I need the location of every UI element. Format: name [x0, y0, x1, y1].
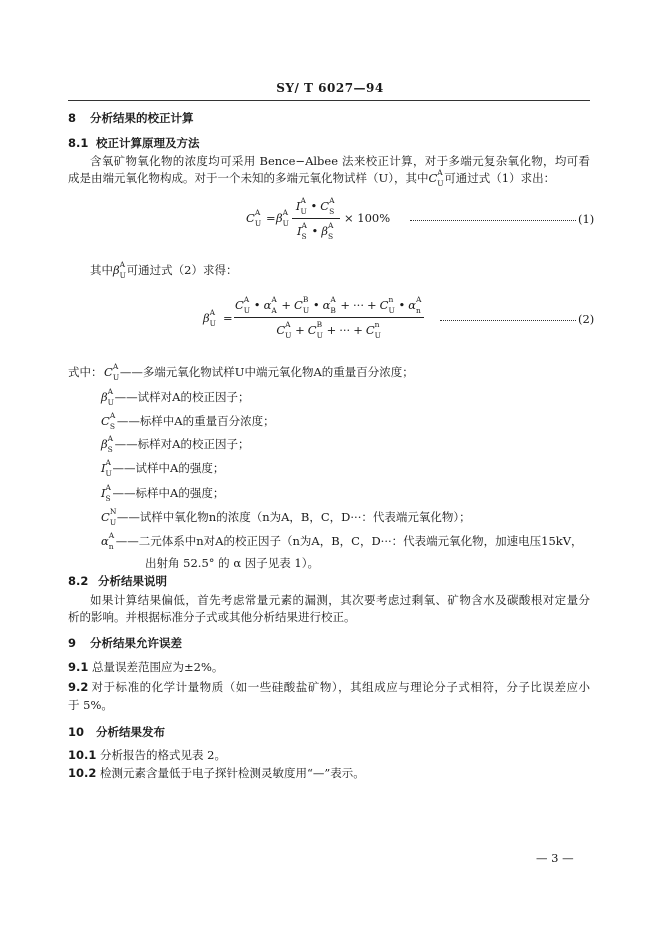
- symbol-base: C: [234, 298, 244, 312]
- symbol-base: β: [101, 390, 108, 404]
- equals-sign: =: [266, 211, 276, 225]
- symbol-indices: [285, 320, 292, 340]
- symbol-indices: [254, 208, 262, 228]
- symbol-base: β: [203, 311, 210, 325]
- section-title: 分析结果的校正计算: [90, 111, 194, 125]
- plus-sign: +: [281, 298, 291, 312]
- symbol-subscript: U: [109, 518, 117, 527]
- clause-9-2: [68, 680, 590, 694]
- symbol-i-s-a: [297, 221, 309, 241]
- symbol-superscript: A: [437, 168, 443, 177]
- paragraph-line: 含氧矿物氧化物的浓度均可采用 Bence−Albee 法来校正计算，对于多端元复杂氧化物，均可看: [90, 154, 590, 168]
- symbol-subscript: n: [108, 542, 114, 551]
- section-8-heading: [68, 111, 194, 125]
- symbol-indices: [302, 295, 310, 315]
- symbol-indices: [416, 295, 423, 315]
- where-label: 式中：: [68, 365, 103, 379]
- paragraph-text: 其中: [90, 263, 113, 277]
- symbol-alpha-n-a: [408, 295, 423, 315]
- symbol-beta-s-a: [321, 221, 335, 241]
- symbol-superscript: A: [285, 320, 291, 329]
- definition-text: ——试样中A的强度；: [112, 461, 225, 475]
- equation-number: (2): [578, 312, 595, 326]
- symbol-subscript: U: [437, 179, 444, 188]
- paragraph-line: 析的影响。并根据标准分子式或其他分析结果进行校正。: [68, 610, 356, 624]
- symbol-base: I: [101, 486, 106, 500]
- clause-number: 9.2: [68, 680, 89, 694]
- symbol-superscript: A: [329, 196, 335, 205]
- section-number: 10: [68, 725, 85, 739]
- symbol-indices: [107, 387, 115, 407]
- symbol-indices: [107, 434, 115, 454]
- paragraph-line: 于 5%。: [68, 698, 113, 712]
- times-100-percent: × 100%: [344, 211, 391, 225]
- symbol-superscript: A: [109, 411, 116, 420]
- symbol-base: C: [101, 414, 110, 428]
- fraction-denominator: [292, 221, 340, 241]
- symbol-indices: [112, 362, 120, 382]
- definition-text: ——二元体系中n对A的校正因子（n为A，B，C，D···：代表端元氧化物，加速电压15kV，: [115, 534, 583, 548]
- symbol-i-u-a: [295, 196, 308, 216]
- symbol-c-u-a: [246, 208, 262, 228]
- symbol-beta-s-a: [101, 434, 115, 454]
- symbol-indices: [282, 208, 290, 228]
- paragraph-text: 可通过式（1）求出：: [444, 171, 556, 185]
- multiply-dot: •: [310, 199, 318, 213]
- variable-definition: [101, 434, 250, 454]
- symbol-base: C: [365, 323, 375, 337]
- symbol-base: β: [113, 263, 120, 277]
- symbol-indices: [108, 531, 116, 551]
- dot-leader: [440, 320, 576, 321]
- symbol-superscript: A: [282, 208, 289, 217]
- plus-sign: +: [326, 323, 337, 337]
- symbol-subscript: U: [119, 271, 126, 280]
- symbol-base: C: [246, 211, 255, 225]
- symbol-superscript: B: [302, 295, 309, 304]
- symbol-c-u-n: [101, 507, 117, 527]
- fraction-denominator: [234, 320, 424, 340]
- symbol-indices: [243, 295, 251, 315]
- symbol-subscript: U: [209, 319, 216, 328]
- symbol-subscript: U: [107, 398, 114, 407]
- symbol-base: C: [320, 199, 330, 213]
- symbol-base: C: [307, 323, 317, 337]
- symbol-c-s-a: [101, 411, 117, 431]
- variable-definition: [101, 458, 225, 478]
- clause-number: 10.2: [68, 766, 97, 780]
- symbol-base: C: [104, 365, 113, 379]
- symbol-subscript: A: [271, 306, 277, 315]
- symbol-base: α: [101, 534, 109, 548]
- symbol-subscript: U: [105, 469, 112, 478]
- definition-text: ——标样中A的重量百分浓度；: [116, 414, 275, 428]
- symbol-superscript: A: [119, 260, 126, 269]
- dot-leader: [410, 220, 576, 221]
- symbol-superscript: n: [388, 295, 394, 304]
- symbol-subscript: U: [388, 306, 395, 315]
- variable-definition: [68, 362, 414, 382]
- symbol-superscript: B: [316, 320, 323, 329]
- symbol-subscript: B: [330, 306, 336, 315]
- section-8-1-heading: [68, 136, 200, 150]
- section-number: 9: [68, 636, 77, 650]
- section-number: 8.2: [68, 574, 89, 588]
- variable-definition: [101, 483, 225, 503]
- symbol-base: β: [276, 211, 283, 225]
- multiply-dot: •: [311, 224, 319, 238]
- symbol-superscript: A: [108, 531, 115, 540]
- variable-definition: [101, 531, 583, 551]
- section-title: 校正计算原理及方法: [96, 136, 200, 150]
- symbol-base: C: [101, 510, 110, 524]
- symbol-base: α: [408, 298, 417, 312]
- definition-text: ——标样中A的强度；: [112, 486, 225, 500]
- symbol-i-s-a: [101, 483, 113, 503]
- symbol-subscript: U: [300, 207, 307, 216]
- symbol-superscript: A: [107, 434, 114, 443]
- plus-sign: +: [295, 323, 305, 337]
- paragraph-line: [90, 260, 238, 280]
- symbol-base: α: [263, 298, 272, 312]
- symbol-superscript: N: [109, 507, 117, 516]
- symbol-c-u-a: [234, 295, 251, 315]
- symbol-base: α: [322, 298, 331, 312]
- equals-sign: =: [223, 311, 233, 325]
- formula-lhs: [203, 308, 217, 328]
- symbol-base: I: [297, 224, 302, 238]
- symbol-indices: [330, 295, 337, 315]
- page-number: — 3 —: [536, 851, 574, 865]
- symbol-subscript: S: [328, 232, 334, 241]
- definition-text: ——多端元氧化物试样U中端元氧化物A的重量百分浓度；: [119, 365, 414, 379]
- definition-text: ——试样对A的校正因子；: [114, 390, 250, 404]
- clause-10-2: [68, 766, 365, 780]
- symbol-c-s-a: [320, 196, 336, 216]
- header-rule: [68, 100, 590, 101]
- symbol-base: I: [101, 461, 106, 475]
- symbol-indices: [388, 295, 395, 315]
- section-number: 8.1: [68, 136, 89, 150]
- fraction-numerator: [234, 295, 424, 315]
- symbol-subscript: S: [109, 422, 115, 431]
- multiply-dot: •: [398, 298, 406, 312]
- clause-text: 检测元素含量低于电子探针检测灵敏度用“—”表示。: [100, 766, 365, 780]
- symbol-indices: [109, 411, 117, 431]
- symbol-superscript: A: [107, 387, 114, 396]
- symbol-superscript: A: [209, 308, 216, 317]
- symbol-indices: [437, 168, 444, 188]
- formula-beta: [276, 208, 290, 228]
- symbol-base: C: [294, 298, 303, 312]
- symbol-superscript: A: [254, 208, 261, 217]
- clause-text: 对于标准的化学计量物质（如一些硅酸盐矿物），其组成应与理论分子式相符，分子比误差应小: [91, 680, 590, 694]
- symbol-c-u-a: [428, 168, 444, 188]
- paragraph-line: [68, 168, 556, 188]
- variable-definition: [101, 411, 275, 431]
- symbol-subscript: U: [243, 306, 251, 315]
- symbol-superscript: A: [328, 221, 334, 230]
- symbol-c-u-b: [307, 320, 324, 340]
- section-10-heading: [68, 725, 165, 739]
- clause-10-1: [68, 748, 226, 762]
- ellipsis: ···: [339, 323, 351, 337]
- symbol-indices: [105, 458, 113, 478]
- symbol-subscript: n: [416, 306, 421, 315]
- symbol-indices: [329, 196, 336, 216]
- standard-code-header: SY/ T 6027—94: [276, 81, 384, 95]
- symbol-superscript: A: [416, 295, 422, 304]
- symbol-indices: [316, 320, 324, 340]
- fraction-bar: [292, 218, 340, 219]
- symbol-alpha-a-a: [263, 295, 279, 315]
- symbol-superscript: A: [105, 483, 111, 492]
- symbol-superscript: n: [374, 320, 380, 329]
- symbol-alpha-n-a: [101, 531, 116, 551]
- symbol-base: I: [295, 199, 301, 213]
- symbol-indices: [209, 308, 217, 328]
- symbol-subscript: U: [112, 373, 120, 382]
- symbol-beta-u-a: [203, 308, 217, 328]
- plus-sign: +: [353, 323, 363, 337]
- definition-continuation: 出射角 52.5° 的 α 因子见表 1）。: [145, 556, 319, 570]
- symbol-superscript: A: [271, 295, 277, 304]
- plus-sign: +: [367, 298, 377, 312]
- symbol-subscript: S: [329, 207, 335, 216]
- symbol-c-u-b: [294, 295, 310, 315]
- symbol-subscript: U: [316, 331, 323, 340]
- symbol-subscript: U: [374, 331, 381, 340]
- symbol-superscript: A: [300, 196, 306, 205]
- symbol-alpha-b-a: [322, 295, 338, 315]
- symbol-indices: [105, 483, 113, 503]
- variable-definition: [101, 387, 250, 407]
- symbol-c-u-a: [276, 320, 292, 340]
- ellipsis: ···: [353, 298, 364, 312]
- symbol-base: β: [101, 437, 108, 451]
- symbol-beta-u-a: [101, 387, 115, 407]
- symbol-subscript: S: [301, 232, 307, 241]
- symbol-c-u-a: [104, 362, 120, 382]
- paragraph-text: 可通过式（2）求得：: [126, 263, 238, 277]
- symbol-base: C: [428, 171, 438, 185]
- symbol-base: β: [321, 224, 328, 238]
- clause-text: 总量误差范围应为±2%。: [92, 660, 224, 674]
- multiply-dot: •: [253, 298, 261, 312]
- symbol-superscript: A: [330, 295, 336, 304]
- symbol-superscript: A: [112, 362, 119, 371]
- paragraph-line: 如果计算结果偏低，首先考虑常量元素的漏测，其次要考虑过剩氧、矿物含水及碳酸根对定量分: [90, 593, 590, 607]
- section-title: 分析结果说明: [98, 574, 167, 588]
- symbol-superscript: A: [105, 458, 111, 467]
- multiply-dot: •: [312, 298, 320, 312]
- symbol-beta-u-a: [276, 208, 290, 228]
- symbol-subscript: S: [107, 445, 113, 454]
- formula-lhs: [246, 208, 262, 228]
- fraction-numerator: [292, 196, 340, 216]
- clause-text: 分析报告的格式见表 2。: [100, 748, 226, 762]
- symbol-indices: [301, 221, 309, 241]
- clause-number: 9.1: [68, 660, 89, 674]
- symbol-subscript: U: [302, 306, 310, 315]
- symbol-indices: [300, 196, 307, 216]
- symbol-indices: [374, 320, 382, 340]
- symbol-superscript: A: [301, 221, 307, 230]
- symbol-i-u-a: [101, 458, 113, 478]
- section-8-2-heading: [68, 574, 167, 588]
- definition-text: ——试样中氧化物n的浓度（n为A，B，C，D···：代表端元氧化物）；: [116, 510, 471, 524]
- symbol-superscript: A: [243, 295, 250, 304]
- section-number: 8: [68, 111, 77, 125]
- symbol-subscript: U: [285, 331, 292, 340]
- symbol-indices: [109, 507, 117, 527]
- plus-sign: +: [340, 298, 351, 312]
- section-title: 分析结果发布: [96, 725, 165, 739]
- variable-definition: [101, 507, 471, 527]
- symbol-subscript: S: [105, 494, 111, 503]
- equation-number: (1): [578, 212, 595, 226]
- definition-text: ——标样对A的校正因子；: [114, 437, 250, 451]
- symbol-subscript: U: [282, 219, 289, 228]
- section-title: 分析结果允许误差: [90, 636, 182, 650]
- symbol-indices: [271, 295, 278, 315]
- symbol-c-u-n: [379, 295, 396, 315]
- symbol-indices: [328, 221, 335, 241]
- symbol-base: C: [379, 298, 389, 312]
- symbol-base: C: [276, 323, 286, 337]
- symbol-subscript: U: [254, 219, 262, 228]
- symbol-c-u-n: [365, 320, 382, 340]
- clause-9-1: [68, 660, 223, 674]
- clause-number: 10.1: [68, 748, 97, 762]
- symbol-beta-u-a: [113, 260, 127, 280]
- fraction-bar: [234, 317, 424, 318]
- paragraph-text: 成是由端元氧化物构成。对于一个未知的多端元氧化物试样（U），其中: [68, 171, 429, 185]
- section-9-heading: [68, 636, 182, 650]
- symbol-indices: [119, 260, 127, 280]
